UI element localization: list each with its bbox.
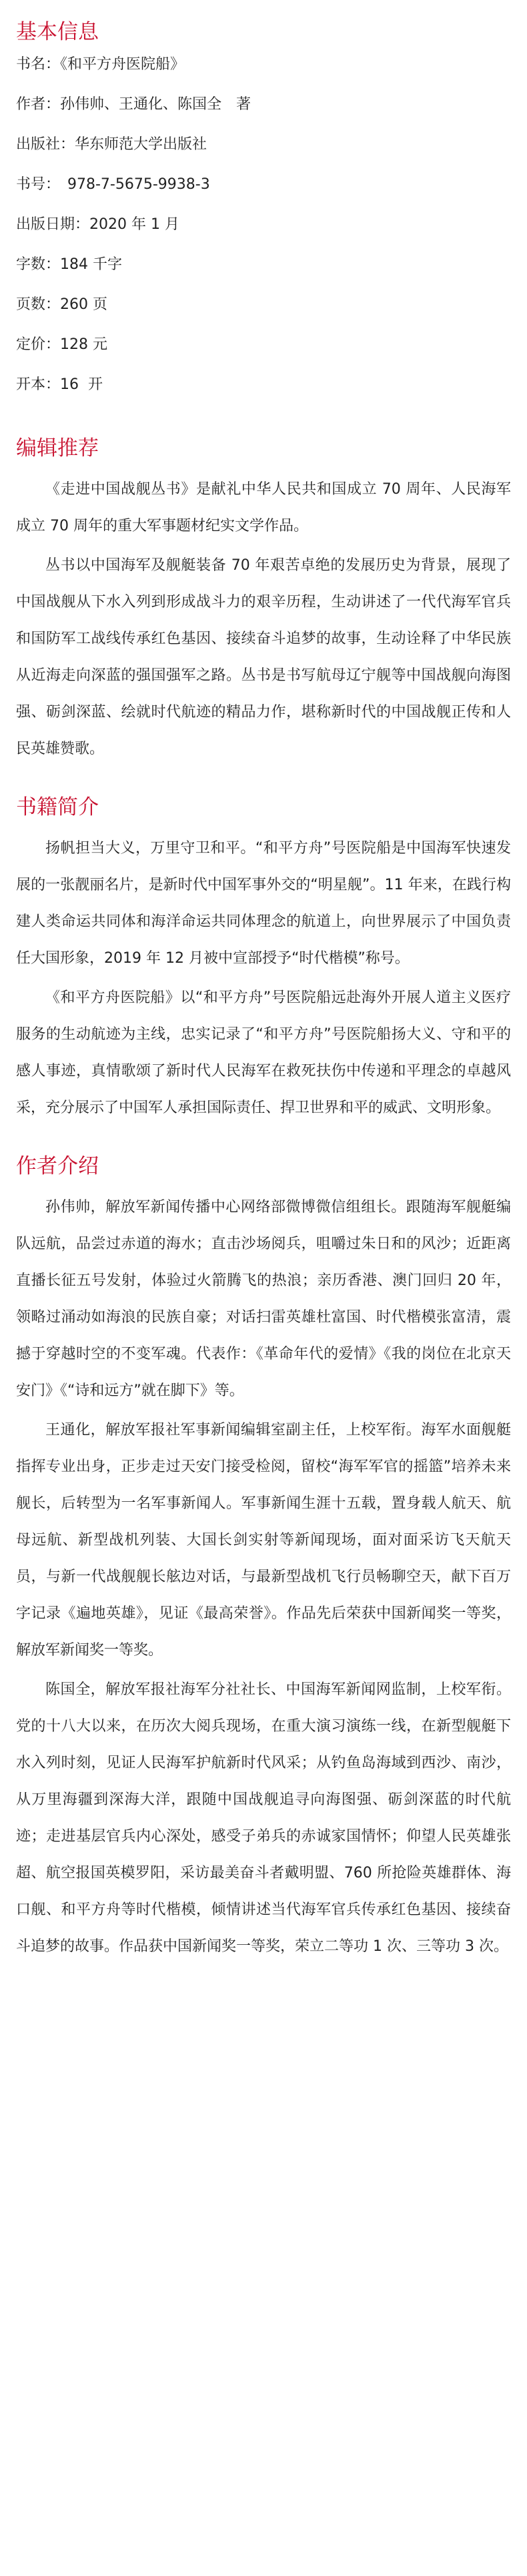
editor-paragraph: 丛书以中国海军及舰艇装备 70 年艰苦卓绝的发展历史为背景，展现了中国战舰从下水入列到形成战斗力的艰辛历程，生动讲述了一代代海军官兵和国防军工战线传承红色基因、接续奋斗追梦的故事，生动诠释了中华民族从近海走向深蓝的强国强军之路。丛书是书写航母辽宁舰等中国战舰向海图强、砺剑深蓝、绘就时代航迹的精品力作，堪称新时代的中国战舰正传和人民英雄赞歌。: [16, 557, 511, 757]
basic-info-heading: 基本信息: [16, 20, 99, 44]
book-intro-section: [16, 794, 511, 1126]
info-word-count: 字数：184 千字: [16, 256, 122, 273]
info-authors: 作者：孙伟帅、王通化、陈国全 著: [16, 96, 251, 113]
editor-recommendation-section: [16, 435, 511, 767]
editor-paragraph: 《走进中国战舰丛书》是献礼中华人民共和国成立 70 周年、人民海军成立 70 周年的重大军事题材纪实文学作品。: [16, 481, 511, 534]
book-intro-heading: 书籍简介: [16, 795, 99, 819]
info-price: 定价：128 元: [16, 336, 107, 353]
info-format: 开本：16 开: [16, 376, 103, 393]
intro-paragraph: 扬帆担当大义，万里守卫和平。“和平方舟”号医院船是中国海军快速发展的一张靓丽名片，是新时代中国军事外交的“明星舰”。11 年来，在践行构建人类命运共同体和海洋命运共同体理念的航道上，向世界展示了中国负责任大国形象，2019 年 12 月被中宣部授予“时代楷模”称号。: [16, 840, 511, 967]
info-isbn: 书号： 978-7-5675-9938-3: [16, 176, 210, 193]
intro-paragraph: 《和平方舟医院船》以“和平方舟”号医院船远赴海外开展人道主义医疗服务的生动航迹为主线，忠实记录了“和平方舟”号医院船扬大义、守和平的感人事迹，真情歌颂了新时代人民海军在救死扶伤中传递和平理念的卓越风采，充分展示了中国军人承担国际责任、捍卫世界和平的威武、文明形象。: [16, 989, 511, 1116]
author-intro-section: [16, 1153, 511, 1965]
basic-info-section: [16, 19, 511, 395]
info-book-title: 书名：《和平方舟医院船》: [16, 56, 185, 73]
info-publish-date: 出版日期：2020 年 1 月: [16, 216, 179, 233]
author-intro-heading: 作者介绍: [16, 1154, 99, 1178]
info-page-count: 页数：260 页: [16, 296, 107, 313]
info-publisher: 出版社：华东师范大学出版社: [16, 136, 207, 153]
editor-recommendation-heading: 编辑推荐: [16, 436, 99, 460]
author-paragraph: 王通化，解放军报社军事新闻编辑室副主任，上校军衔。海军水面舰艇指挥专业出身，正步走过天安门接受检阅，留校“海军军官的摇篮”培养未来舰长，后转型为一名军事新闻人。军事新闻生涯十五载，置身载人航天、航母远航、新型战机列装、大国长剑实射等新闻现场，面对面采访飞天航天员，与新一代战舰舰长舷边对话，与最新型战机飞行员畅聊空天，献下百万字记录《遍地英雄》，见证《最高荣誉》。作品先后荣获中国新闻奖一等奖，解放军新闻奖一等奖。: [16, 1422, 511, 1659]
author-paragraph: 孙伟帅，解放军新闻传播中心网络部微博微信组组长。跟随海军舰艇编队远航，品尝过赤道的海水；直击沙场阅兵，咀嚼过朱日和的风沙；近距离直播长征五号发射，体验过火箭腾飞的热浪；亲历香港、澳门回归 20 年，领略过涌动如海浪的民族自豪；对话扫雷英雄杜富国、时代楷模张富清，震撼于穿越时空的不变军魂。代表作：《革命年代的爱情》《我的岗位在北京天安门》《“诗和远方”就在脚下》等。: [16, 1199, 511, 1399]
author-paragraph: 陈国全，解放军报社海军分社社长、中国海军新闻网监制，上校军衔。党的十八大以来，在历次大阅兵现场，在重大演习演练一线，在新型舰艇下水入列时刻，见证人民海军护航新时代风采；从钓鱼岛海域到西沙、南沙，从万里海疆到深海大洋，跟随中国战舰追寻向海图强、砺剑深蓝的时代航迹；走进基层官兵内心深处，感受子弟兵的赤诚家国情怀；仰望人民英雄张超、航空报国英模罗阳，采访最美奋斗者戴明盟、760 所抢险英雄群体、海口舰、和平方舟等时代楷模，倾情讲述当代海军官兵传承红色基因、接续奋斗追梦的故事。作品获中国新闻奖一等奖，荣立二等功 1 次、三等功 3 次。: [16, 1681, 511, 1955]
